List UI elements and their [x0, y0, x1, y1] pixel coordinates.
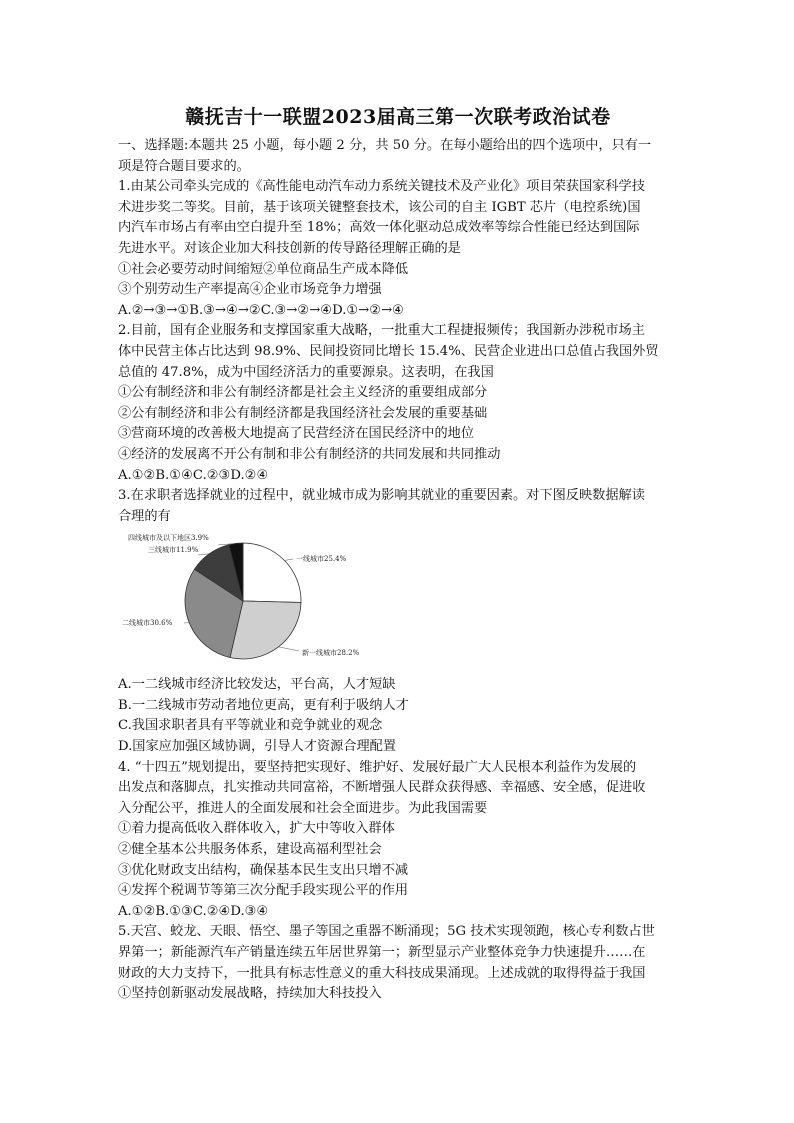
q1-item: ①社会必要劳动时间缩短②单位商品生产成本降低 [118, 261, 409, 277]
q4-item: ①着力提高低收入群体收入，扩大中等收入群体 [118, 821, 395, 837]
pie-chart-svg [118, 531, 378, 671]
q2-item: ③营商环境的改善极大地提高了民营经济在国民经济中的地位 [118, 426, 475, 442]
q1-stem: 先进水平。对该企业加大科技创新的传导路径理解正确的是 [118, 240, 461, 256]
pie-slice [243, 543, 301, 602]
q4-stem: 4. “十四五”规划提出，要坚持把实现好、维护好、发展好最广大人民根本利益作为发展的 [118, 759, 637, 775]
q3-option: D.国家应加强区域协调，引导人才资源合理配置 [118, 739, 397, 755]
q2-options: A.①②B.①④C.②③D.②④ [118, 467, 269, 483]
q1-options: A.②→③→①B.③→④→②C.③→②→④D.①→②→④ [118, 302, 404, 318]
q2-item: ④经济的发展离不开公有制和非公有制经济的共同发展和共同推动 [118, 446, 501, 462]
pie-leader-line [279, 647, 299, 651]
q4-stem: 出发点和落脚点，扎实推动共同富裕，不断增强人民群众获得感、幸福感、安全感，促进收 [118, 780, 646, 796]
q1-stem: 术进步奖二等奖。目前，基于该项关键整套技术，该公司的自主 IGBT 芯片（电控系统)国 [118, 199, 641, 215]
q2-item: ②公有制经济和非公有制经济都是我国经济社会发展的重要基础 [118, 405, 488, 421]
q2-item: ①公有制经济和非公有制经济都是社会主义经济的重要组成部分 [118, 385, 488, 401]
exam-page [118, 104, 678, 1005]
pie-slice-label: 新一线城市28.2% [302, 649, 360, 658]
q5-stem: 界第一；新能源汽车产销量连续五年居世界第一；新型显示产业整体竞争力快速提升……在 [118, 945, 646, 960]
pie-slice-label: 三线城市11.9% [148, 546, 199, 555]
q5-stem: 财政的大力支持下，一批具有标志性意义的重大科技成果涌现。上述成就的取得得益于我国 [118, 965, 646, 981]
q2-stem: 2.目前，国有企业服务和支撑国家重大战略，一批重大工程捷报频传；我国新办涉税市场主 [118, 323, 645, 339]
pie-leader-line [285, 559, 293, 561]
section-instruction: 项是符合题目要求的。 [118, 158, 250, 174]
pie-slice-label: 四线城市及以下地区3.9% [128, 534, 209, 543]
q4-item: ②健全基本公共服务体系，建设高福利型社会 [118, 842, 382, 858]
q4-stem: 入分配公平，推进人的全面发展和社会全面进步。为此我国需要 [118, 800, 488, 816]
q3-option: C.我国求职者具有平等就业和竞争就业的观念 [118, 718, 383, 734]
q4-item: ③优化财政支出结构，确保基本民生支出只增不减 [118, 862, 409, 878]
q3-stem: 3.在求职者选择就业的过程中，就业城市成为影响其就业的重要因素。对下图反映数据解读 [118, 488, 645, 504]
section-instruction: 一、选择题:本题共 25 小题，每小题 2 分，共 50 分。在每小题给出的四个选项中，只有一 [118, 138, 652, 153]
q2-stem: 体中民营主体占比达到 98.9%、民间投资同比增长 15.4%、民营企业进出口总值占我国外贸 [118, 343, 659, 359]
pie-chart [118, 531, 678, 671]
q1-stem: 1.由某公司牵头完成的《高性能电动汽车动力系统关键技术及产业化》项目荣获国家科学技 [118, 179, 645, 195]
q4-options: A.①②B.①③C.②④D.③④ [118, 903, 269, 919]
q5-stem: 5.天宫、蛟龙、天眼、悟空、墨子等国之重器不断涌现；5G 技术实现领跑，核心专利数占世 [118, 924, 655, 940]
pie-slice-label: 二线城市30.6% [122, 619, 173, 628]
q3-option: A.一二线城市经济比较发达，平台高，人才短缺 [118, 677, 396, 693]
pie-slice-label: 一线城市25.4% [296, 555, 347, 564]
q2-stem: 总值的 47.8%，成为中国经济活力的重要源泉。这表明，在我国 [118, 364, 494, 380]
q4-item: ④发挥个税调节等第三次分配手段实现公平的作用 [118, 883, 409, 899]
exam-title: 赣抚吉十一联盟2023届高三第一次联考政治试卷 [185, 106, 611, 128]
q3-option: B.一二线城市劳动者地位更高，更有利于吸纳人才 [118, 697, 409, 713]
q1-stem: 内汽车市场占有率由空白提升至 18%；高效一体化驱动总成效率等综合性能已经达到国际 [118, 220, 640, 236]
q1-item: ③个别劳动生产率提高④企业市场竞争力增强 [118, 282, 382, 298]
q3-stem: 合理的有 [118, 508, 171, 524]
q5-item: ①坚持创新驱动发展战略，持续加大科技投入 [118, 986, 382, 1002]
